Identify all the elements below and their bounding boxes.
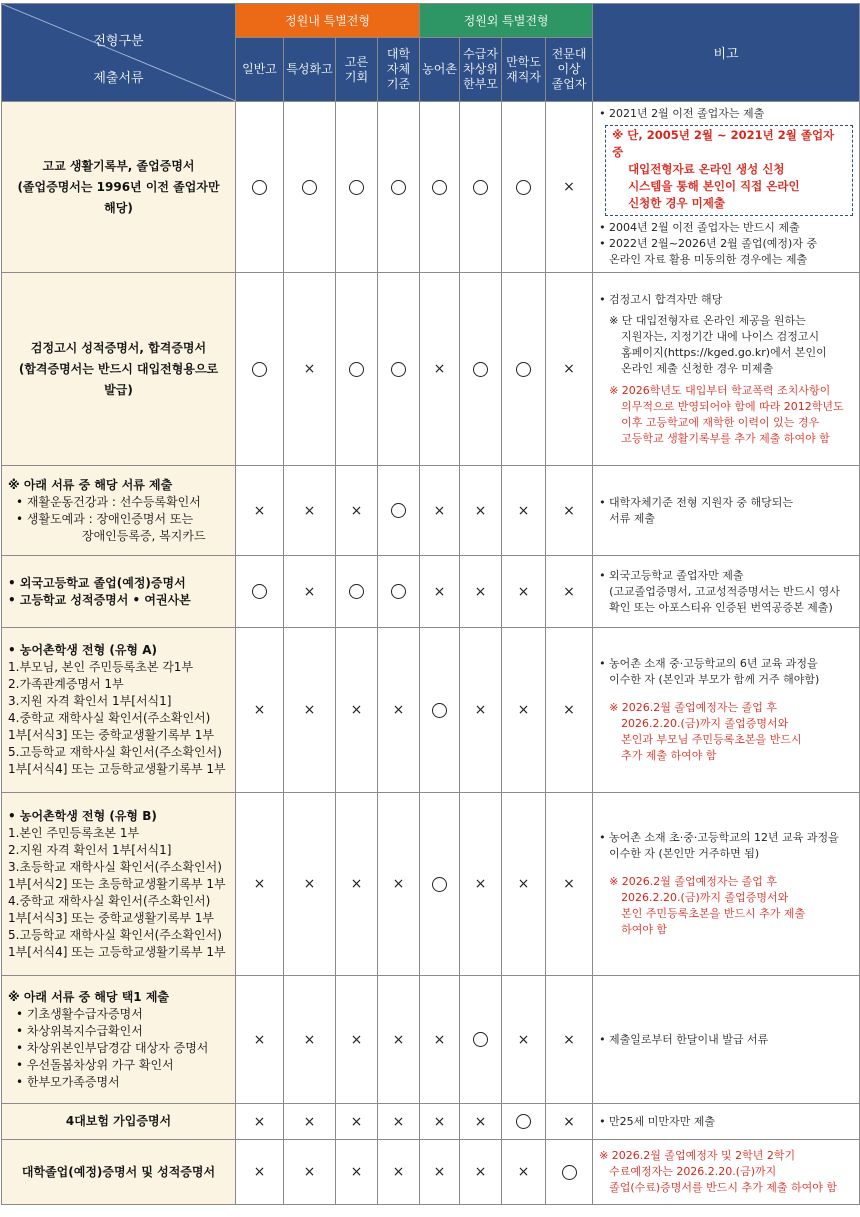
circle-mark-icon bbox=[473, 362, 488, 377]
mark-not-required: × bbox=[420, 466, 460, 556]
document-line: • 차상위복지수급확인서 bbox=[16, 1023, 143, 1038]
document-cell bbox=[2, 628, 236, 793]
table-body bbox=[2, 102, 860, 1205]
remark-line: • 만25세 미만자만 제출 bbox=[599, 1114, 716, 1128]
document-line: 발급) bbox=[104, 382, 133, 397]
remarks-cell bbox=[593, 976, 860, 1104]
document-line: 1부[서식4] 또는 고등학교생활기록부 1부 bbox=[8, 944, 226, 959]
column-header-line: 재직자 bbox=[506, 69, 541, 84]
document-line: (졸업증명서는 1996년 이전 졸업자만 bbox=[17, 179, 220, 194]
mark-required bbox=[236, 102, 284, 273]
document-line: 해당) bbox=[104, 200, 133, 215]
remark-line: 2026.2.20.(금)까지 졸업증명서와 bbox=[621, 891, 789, 904]
table-row bbox=[2, 976, 860, 1104]
mark-required bbox=[502, 1104, 546, 1140]
mark-required bbox=[460, 273, 502, 466]
remark-line: 이수한 자 (본인과 부모가 함께 거주 해야함) bbox=[609, 673, 820, 686]
document-line: • 생활도예과 : 장애인증명서 또는 bbox=[16, 511, 194, 526]
table-row bbox=[2, 102, 860, 273]
document-line: • 기초생활수급자증명서 bbox=[16, 1006, 143, 1021]
document-line: 장애인등록증, 복지카드 bbox=[82, 528, 206, 543]
mark-not-required: × bbox=[236, 976, 284, 1104]
mark-not-required: × bbox=[502, 628, 546, 793]
column-header-line: 수급자 bbox=[463, 47, 498, 61]
circle-mark-icon bbox=[432, 877, 447, 892]
document-line: • 농어촌학생 전형 (유형 B) bbox=[8, 808, 157, 823]
mark-required bbox=[460, 976, 502, 1104]
remark-line: 본인과 부모님 주민등록초본을 반드시 bbox=[621, 733, 802, 746]
mark-not-required: × bbox=[460, 793, 502, 976]
circle-mark-icon bbox=[473, 1032, 488, 1047]
column-header bbox=[546, 38, 593, 102]
remark-line: • 농어촌 소재 초·중·고등학교의 12년 교육 과정을 bbox=[599, 831, 839, 844]
mark-required bbox=[460, 102, 502, 273]
remark-line: 온라인 제출 신청한 경우 미제출 bbox=[621, 361, 774, 375]
mark-not-required: × bbox=[420, 273, 460, 466]
document-cell bbox=[2, 1140, 236, 1205]
remarks-cell bbox=[593, 556, 860, 628]
mark-not-required: × bbox=[460, 466, 502, 556]
mark-not-required: × bbox=[502, 976, 546, 1104]
table-row bbox=[2, 273, 860, 466]
mark-not-required: × bbox=[378, 793, 420, 976]
group-out-header: 정원외 특별전형 bbox=[420, 4, 593, 38]
remark-line: ※ 2026.2월 졸업예정자는 졸업 후 bbox=[609, 701, 778, 714]
document-cell bbox=[2, 976, 236, 1104]
remark-line: 본인 주민등록초본을 반드시 추가 제출 bbox=[621, 907, 806, 920]
mark-not-required: × bbox=[378, 628, 420, 793]
column-header bbox=[378, 38, 420, 102]
mark-not-required: × bbox=[378, 1140, 420, 1205]
circle-mark-icon bbox=[349, 180, 364, 195]
remark-line: 하여야 함 bbox=[621, 923, 668, 936]
document-line: • 외국고등학교 졸업(예정)증명서 bbox=[8, 575, 186, 590]
circle-mark-icon bbox=[516, 180, 531, 195]
document-line: • 고등학교 성적증명서 • 여권사본 bbox=[8, 592, 191, 607]
mark-required bbox=[336, 102, 378, 273]
highlighted-remark-box bbox=[605, 125, 853, 216]
document-line: ※ 아래 서류 중 해당 서류 제출 bbox=[8, 477, 173, 492]
remark-line: 졸업(수료)증명서를 반드시 추가 제출 하여야 함 bbox=[609, 1181, 838, 1194]
remark-line: 서류 제출 bbox=[609, 511, 656, 525]
mark-required bbox=[236, 273, 284, 466]
document-line: 1.본인 주민등록초본 1부 bbox=[8, 825, 140, 840]
mark-not-required: × bbox=[336, 793, 378, 976]
remark-line: (고교졸업증명서, 고교성적증명서는 반드시 영사 bbox=[609, 584, 840, 598]
mark-required bbox=[502, 102, 546, 273]
remark-line: • 검정고시 합격자만 해당 bbox=[599, 292, 723, 306]
document-line: • 우선돌봄차상위 가구 확인서 bbox=[16, 1057, 174, 1072]
document-line: 2.가족관계증명서 1부 bbox=[8, 677, 124, 691]
mark-not-required: × bbox=[420, 556, 460, 628]
remark-line: ※ 단, 2005년 2월 ~ 2021년 2월 졸업자 중 bbox=[612, 128, 835, 159]
remark-line: • 제출일로부터 한달이내 발급 서류 bbox=[599, 1032, 769, 1046]
mark-not-required: × bbox=[284, 1104, 336, 1140]
mark-required bbox=[336, 273, 378, 466]
circle-mark-icon bbox=[302, 180, 317, 195]
mark-not-required: × bbox=[546, 1104, 593, 1140]
circle-mark-icon bbox=[349, 584, 364, 599]
document-line: 4.중학교 재학사실 확인서(주소확인서) bbox=[8, 711, 211, 725]
remark-line: • 2021년 2월 이전 졸업자는 제출 bbox=[599, 107, 765, 120]
remark-line: ※ 2026학년도 대입부터 학교폭력 조치사항이 bbox=[609, 383, 831, 397]
mark-not-required: × bbox=[284, 1140, 336, 1205]
table-row bbox=[2, 1140, 860, 1205]
mark-not-required: × bbox=[502, 793, 546, 976]
mark-not-required: × bbox=[502, 466, 546, 556]
mark-not-required: × bbox=[502, 1140, 546, 1205]
table-row bbox=[2, 628, 860, 793]
circle-mark-icon bbox=[252, 180, 267, 195]
remark-line: 2026.2.20.(금)까지 졸업증명서와 bbox=[621, 717, 789, 730]
mark-not-required: × bbox=[378, 976, 420, 1104]
document-line: 4대보험 가입증명서 bbox=[65, 1114, 172, 1128]
document-line: • 차상위본인부담경감 대상자 증명서 bbox=[16, 1040, 209, 1055]
document-cell bbox=[2, 102, 236, 273]
document-line: 2.지원 자격 확인서 1부[서식1] bbox=[8, 842, 172, 857]
circle-mark-icon bbox=[432, 180, 447, 195]
column-header-line: 일반고 bbox=[242, 62, 277, 76]
document-cell bbox=[2, 556, 236, 628]
document-cell bbox=[2, 466, 236, 556]
remark-group bbox=[599, 313, 853, 377]
mark-not-required: × bbox=[236, 466, 284, 556]
circle-mark-icon bbox=[473, 180, 488, 195]
document-line: 1부[서식3] 또는 중학교생활기록부 1부 bbox=[8, 728, 215, 742]
mark-required bbox=[378, 466, 420, 556]
mark-not-required: × bbox=[546, 793, 593, 976]
mark-not-required: × bbox=[236, 628, 284, 793]
column-header bbox=[420, 38, 460, 102]
remark-line: • 외국고등학교 졸업자만 제출 bbox=[599, 568, 744, 582]
remark-line: 의무적으로 반영되어야 함에 따라 2012학년도 bbox=[621, 399, 844, 413]
column-header-line: 기준 bbox=[386, 77, 411, 91]
document-line: • 재활운동건강과 : 선수등록확인서 bbox=[16, 494, 201, 509]
column-header-line: 농어촌 bbox=[422, 62, 457, 76]
remarks-cell bbox=[593, 102, 860, 273]
remark-line: 수료예정자는 2026.2.20.(금)까지 bbox=[609, 1165, 777, 1178]
column-header bbox=[336, 38, 378, 102]
column-header-line: 전문대 bbox=[551, 47, 587, 61]
column-header-line: 대학 bbox=[386, 47, 411, 61]
column-header bbox=[460, 38, 502, 102]
mark-required bbox=[336, 556, 378, 628]
remarks-cell bbox=[593, 793, 860, 976]
mark-not-required: × bbox=[546, 466, 593, 556]
remark-line: 추가 제출 하여야 함 bbox=[621, 749, 717, 762]
group-in-header: 정원내 특별전형 bbox=[236, 4, 420, 38]
document-line: 5.고등학교 재학사실 확인서(주소확인서) bbox=[8, 927, 222, 942]
remarks-cell bbox=[593, 466, 860, 556]
document-line: 대학졸업(예정)증명서 및 성적증명서 bbox=[21, 1164, 216, 1179]
remark-line: 지원자는, 지정기간 내에 나이스 검정고시 bbox=[621, 329, 820, 343]
circle-mark-icon bbox=[562, 1165, 577, 1180]
circle-mark-icon bbox=[516, 1114, 531, 1129]
mark-not-required: × bbox=[284, 976, 336, 1104]
circle-mark-icon bbox=[391, 180, 406, 195]
mark-not-required: × bbox=[420, 1140, 460, 1205]
document-line: 1부[서식2] 또는 초등학교생활기록부 1부 bbox=[8, 876, 226, 891]
remark-line: • 농어촌 소재 중·고등학교의 6년 교육 과정을 bbox=[599, 657, 818, 670]
table-row bbox=[2, 1104, 860, 1140]
remark-line: • 2004년 2월 이전 졸업자는 반드시 제출 bbox=[599, 221, 800, 234]
document-line: 1부[서식3] 또는 중학교생활기록부 1부 bbox=[8, 910, 215, 925]
remarks-cell bbox=[593, 273, 860, 466]
bigo-header: 비고 bbox=[593, 4, 860, 102]
mark-not-required: × bbox=[284, 556, 336, 628]
remark-line: 신청한 경우 미제출 bbox=[628, 196, 725, 210]
mark-required bbox=[236, 556, 284, 628]
mark-required bbox=[378, 273, 420, 466]
mark-not-required: × bbox=[336, 1104, 378, 1140]
remark-line: 고등학교 생활기록부를 추가 제출 하여야 함 bbox=[621, 431, 830, 445]
corner-bottom-label: 제출서류 bbox=[93, 71, 144, 86]
document-line: 검정고시 성적증명서, 합격증명서 bbox=[30, 340, 207, 355]
column-header-line: 기회 bbox=[344, 69, 369, 84]
mark-not-required: × bbox=[336, 466, 378, 556]
circle-mark-icon bbox=[391, 503, 406, 518]
corner-header bbox=[2, 4, 236, 102]
remark-group-red bbox=[599, 1148, 853, 1196]
mark-not-required: × bbox=[420, 976, 460, 1104]
header-row-1 bbox=[2, 4, 860, 38]
mark-not-required: × bbox=[236, 1140, 284, 1205]
mark-not-required: × bbox=[546, 102, 593, 273]
column-header-line: 이상 bbox=[557, 62, 581, 76]
document-line: 4.중학교 재학사실 확인서(주소확인서) bbox=[8, 893, 211, 908]
column-header-line: 한부모 bbox=[463, 77, 498, 91]
remark-line: ※ 단 대입전형자료 온라인 제공을 원하는 bbox=[609, 313, 806, 327]
mark-not-required: × bbox=[460, 1140, 502, 1205]
remarks-cell bbox=[593, 628, 860, 793]
mark-required bbox=[378, 102, 420, 273]
column-header-line: 특성화고 bbox=[286, 62, 333, 76]
mark-not-required: × bbox=[336, 976, 378, 1104]
remark-line: 확인 또는 아포스티유 인증된 번역공증본 제출) bbox=[609, 600, 833, 614]
mark-required bbox=[378, 556, 420, 628]
mark-not-required: × bbox=[284, 466, 336, 556]
mark-not-required: × bbox=[336, 628, 378, 793]
diagonal-line bbox=[2, 4, 236, 101]
column-header bbox=[284, 38, 336, 102]
column-header-line: 졸업자 bbox=[551, 77, 587, 91]
document-line: ※ 아래 서류 중 해당 택1 제출 bbox=[8, 989, 170, 1004]
mark-not-required: × bbox=[284, 793, 336, 976]
column-header bbox=[502, 38, 546, 102]
document-cell bbox=[2, 793, 236, 976]
mark-required bbox=[546, 1140, 593, 1205]
document-requirements-table bbox=[1, 3, 860, 1205]
corner-top-label: 전형구분 bbox=[93, 34, 144, 49]
document-line: • 농어촌학생 전형 (유형 A) bbox=[8, 643, 157, 657]
mark-not-required: × bbox=[284, 273, 336, 466]
mark-not-required: × bbox=[236, 793, 284, 976]
circle-mark-icon bbox=[391, 362, 406, 377]
column-header-line: 고른 bbox=[344, 54, 369, 69]
remark-line: 이후 고등학교에 재학한 이력이 있는 경우 bbox=[621, 415, 820, 429]
circle-mark-icon bbox=[432, 703, 447, 718]
mark-not-required: × bbox=[546, 628, 593, 793]
remark-group-red bbox=[599, 383, 853, 447]
mark-not-required: × bbox=[284, 628, 336, 793]
remarks-cell bbox=[593, 1140, 860, 1205]
circle-mark-icon bbox=[252, 362, 267, 377]
document-line: 3.초등학교 재학사실 확인서(주소확인서) bbox=[8, 859, 222, 874]
circle-mark-icon bbox=[252, 584, 267, 599]
remark-line: 시스템을 통해 본인이 직접 온라인 bbox=[628, 179, 800, 193]
document-cell bbox=[2, 1104, 236, 1140]
document-line: (합격증명서는 반드시 대입전형용으로 bbox=[18, 361, 219, 376]
remark-group bbox=[599, 656, 853, 688]
column-header-line: 차상위 bbox=[463, 62, 498, 76]
remark-group bbox=[599, 830, 853, 862]
mark-required bbox=[502, 273, 546, 466]
column-header bbox=[236, 38, 284, 102]
mark-not-required: × bbox=[546, 556, 593, 628]
mark-not-required: × bbox=[502, 556, 546, 628]
column-header-line: 만학도 bbox=[506, 54, 541, 69]
document-line: 3.지원 자격 확인서 1부[서식1] bbox=[8, 694, 172, 708]
remark-line: 온라인 자료 활용 미동의한 경우에는 제출 bbox=[609, 253, 808, 266]
mark-not-required: × bbox=[236, 1104, 284, 1140]
remark-line: ※ 2026.2월 졸업예정자는 졸업 후 bbox=[609, 875, 778, 888]
mark-required bbox=[284, 102, 336, 273]
table-row bbox=[2, 556, 860, 628]
remark-line: ※ 2026.2월 졸업예정자 및 2학년 2학기 bbox=[599, 1149, 796, 1162]
mark-not-required: × bbox=[460, 556, 502, 628]
mark-not-required: × bbox=[420, 1104, 460, 1140]
remark-line: 홈페이지(https://kged.go.kr)에서 본인이 bbox=[621, 345, 827, 359]
document-line: 고교 생활기록부, 졸업증명서 bbox=[42, 158, 195, 173]
document-line: 1.부모님, 본인 주민등록초본 각1부 bbox=[8, 660, 194, 674]
remark-line: • 대학자체기준 전형 지원자 중 해당되는 bbox=[599, 495, 794, 509]
document-line: • 한부모가족증명서 bbox=[16, 1074, 120, 1089]
mark-not-required: × bbox=[460, 1104, 502, 1140]
column-header-line: 자체 bbox=[386, 62, 411, 76]
document-line: 1부[서식4] 또는 고등학교생활기록부 1부 bbox=[8, 762, 226, 776]
mark-required bbox=[420, 628, 460, 793]
table-row bbox=[2, 466, 860, 556]
mark-required bbox=[420, 102, 460, 273]
remark-line: 대입전형자료 온라인 생성 신청 bbox=[628, 162, 785, 176]
remarks-cell bbox=[593, 1104, 860, 1140]
mark-not-required: × bbox=[460, 628, 502, 793]
remark-line: • 2022년 2월~2026년 2월 졸업(예정)자 중 bbox=[599, 237, 818, 250]
document-line: 5.고등학교 재학사실 확인서(주소확인서) bbox=[8, 745, 222, 759]
circle-mark-icon bbox=[516, 362, 531, 377]
remark-group-red bbox=[599, 874, 853, 938]
circle-mark-icon bbox=[349, 362, 364, 377]
circle-mark-icon bbox=[391, 584, 406, 599]
mark-not-required: × bbox=[336, 1140, 378, 1205]
remark-group-red bbox=[599, 700, 853, 764]
mark-not-required: × bbox=[546, 976, 593, 1104]
mark-not-required: × bbox=[546, 273, 593, 466]
mark-not-required: × bbox=[378, 1104, 420, 1140]
table-row bbox=[2, 793, 860, 976]
mark-required bbox=[420, 793, 460, 976]
document-cell bbox=[2, 273, 236, 466]
remark-line: 이수한 자 (본인만 거주하면 됨) bbox=[609, 847, 760, 860]
